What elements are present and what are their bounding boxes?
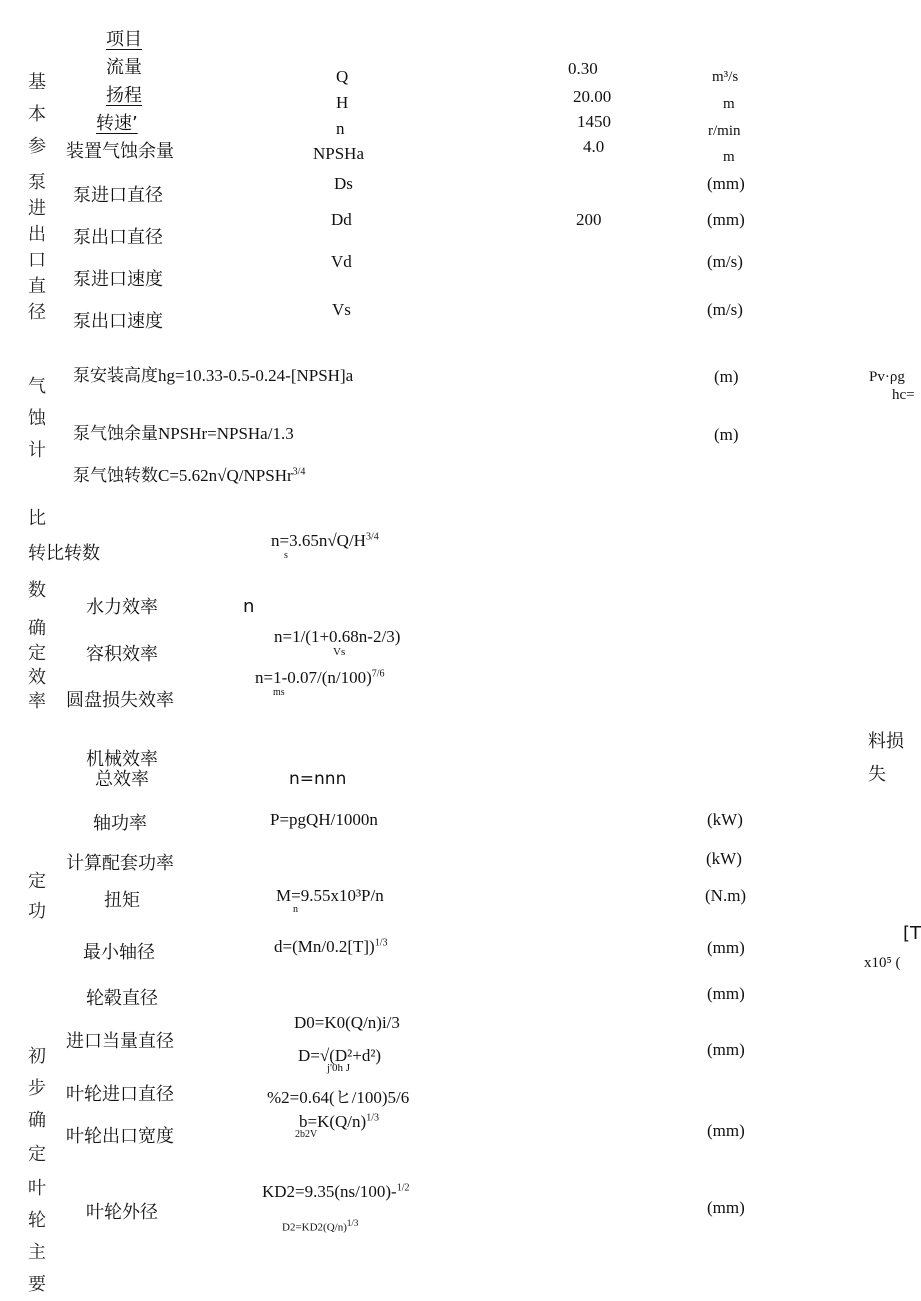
unit-hub: (mm) bbox=[707, 984, 745, 1003]
margin-hc: hc= bbox=[892, 387, 915, 403]
unit-matching-power: (kW) bbox=[706, 849, 742, 868]
symbol-speed: n bbox=[336, 119, 345, 138]
formula-shaft-power: P=pgQH/1000n bbox=[270, 810, 378, 829]
section-char: 气 bbox=[28, 376, 46, 397]
formula-cavitation-speed: 泵气蚀转数C=5.62n√Q/NPSHr$^{3/4}$ bbox=[73, 466, 306, 485]
unit-vin: (m/s) bbox=[707, 252, 743, 271]
section-char: 定 bbox=[28, 871, 46, 892]
sub-torque: n bbox=[293, 904, 298, 915]
section-char: 径 bbox=[28, 302, 46, 323]
formula-torque: M=9.55x10³P/n bbox=[276, 886, 384, 905]
section-char: 基 bbox=[28, 72, 46, 93]
label-hub: 轮毂直径 bbox=[86, 988, 158, 1009]
symbol-vout: Vs bbox=[332, 300, 351, 319]
unit-npsha: m bbox=[723, 149, 735, 165]
unit-head: m bbox=[723, 96, 735, 112]
section-char: 数 bbox=[28, 580, 46, 601]
margin-t-bracket: [T bbox=[903, 923, 921, 944]
unit-shaft-power: (kW) bbox=[707, 810, 743, 829]
label-impeller-outer: 叶轮外径 bbox=[86, 1202, 158, 1223]
formula-disc-efficiency: $n=1-0.07/(n/100)^{7/6}$ bbox=[255, 668, 385, 687]
unit-impeller-outlet: (mm) bbox=[707, 1121, 745, 1140]
section-char: 功 bbox=[28, 901, 46, 922]
value-flow: 0.30 bbox=[568, 59, 598, 78]
formula-npshr: 泵气蚀余量NPSHr=NPSHa/1.3 bbox=[73, 424, 294, 443]
section-char: 蚀 bbox=[28, 408, 46, 429]
section-char: 主 bbox=[28, 1242, 46, 1263]
formula-inlet-equivalent: D=√(D²+d²) bbox=[298, 1046, 382, 1065]
formula-d2: $D2=KD2(Q/n)^{1/3}$ bbox=[282, 1218, 359, 1234]
value-speed: 1450 bbox=[577, 112, 611, 131]
formula-inlet-d0: D0=K0(Q/n)i/3 bbox=[294, 1013, 400, 1032]
section-char: 初 bbox=[28, 1046, 46, 1067]
formula-hg: 泵安装高度hg=10.33-0.5-0.24-[NPSH]a bbox=[73, 366, 354, 385]
value-npsha: 4.0 bbox=[583, 137, 605, 156]
section-char: 要 bbox=[28, 1274, 46, 1295]
section-char: 率 bbox=[28, 691, 46, 712]
label-ns: 比转数 bbox=[46, 543, 100, 564]
label-vout: 泵出口速度 bbox=[73, 311, 163, 332]
unit-ds: (mm) bbox=[707, 174, 745, 193]
value-head: 20.00 bbox=[573, 87, 612, 106]
margin-pv: Pv·ρg bbox=[869, 369, 905, 385]
header-item: 项目 bbox=[106, 29, 142, 50]
label-head: 扬程 bbox=[106, 85, 142, 106]
section-char: 叶 bbox=[28, 1178, 46, 1199]
symbol-dd: Dd bbox=[331, 210, 352, 229]
section-char: 比 bbox=[28, 508, 46, 529]
formula-kd2: KD2=9.35(ns/100)-$^{1/2}$ bbox=[262, 1182, 410, 1201]
formula-ns: $n=3.65n√Q/H^{3/4}$ bbox=[271, 531, 379, 550]
sub-inlet-equivalent: j'0h J bbox=[327, 1062, 351, 1074]
label-matching-power: 计算配套功率 bbox=[66, 853, 174, 874]
formula-impeller-outlet: $b=K(Q/n)^{1/3}$ bbox=[299, 1112, 379, 1131]
sub-volume-efficiency: Vs bbox=[333, 646, 346, 658]
sub-impeller-outlet: 2b2V bbox=[295, 1129, 318, 1140]
unit-vout: (m/s) bbox=[707, 300, 743, 319]
margin-x10: x10⁵ ( bbox=[864, 955, 901, 971]
label-mechanical-efficiency: 机械效率 bbox=[86, 749, 158, 770]
label-total-efficiency: 总效率 bbox=[95, 769, 149, 790]
section-char: 轮 bbox=[28, 1210, 46, 1231]
formula-total-efficiency: n=nnn bbox=[289, 769, 347, 789]
formula-volume-efficiency: n=1/(1+0.68n-2/3) bbox=[274, 627, 401, 646]
formula-impeller-inlet: %2=0.64(ヒ/100)5/6 bbox=[267, 1088, 410, 1107]
section-char: 泵 bbox=[28, 172, 46, 193]
formula-min-shaft: $d=(Mn/0.2[T])^{1/3}$ bbox=[274, 937, 388, 956]
label-disc-efficiency: 圆盘损失效率 bbox=[66, 690, 174, 711]
margin-material-loss: 料损 bbox=[868, 731, 904, 752]
margin-material-loss-2: 失 bbox=[868, 764, 886, 785]
section-char: 出 bbox=[28, 224, 46, 245]
section-char: 本 bbox=[28, 104, 46, 125]
unit-npshr: (m) bbox=[714, 425, 739, 444]
section-char: 确 bbox=[28, 1110, 46, 1131]
unit-dd: (mm) bbox=[707, 210, 745, 229]
label-volume-efficiency: 容积效率 bbox=[86, 644, 158, 665]
section-char: 转 bbox=[28, 543, 46, 564]
unit-inlet-equivalent: (mm) bbox=[707, 1040, 745, 1059]
unit-min-shaft: (mm) bbox=[707, 938, 745, 957]
unit-speed: r/min bbox=[708, 123, 741, 139]
label-torque: 扭矩 bbox=[104, 890, 140, 911]
unit-torque: (N.m) bbox=[705, 886, 747, 905]
label-hydraulic-efficiency: 水力效率 bbox=[86, 597, 158, 618]
label-vin: 泵进口速度 bbox=[73, 269, 163, 290]
unit-impeller-outer: (mm) bbox=[707, 1198, 745, 1217]
section-char: 参 bbox=[28, 136, 46, 157]
value-dd: 200 bbox=[576, 210, 602, 229]
symbol-flow: Q bbox=[336, 67, 349, 86]
formula-hydraulic-efficiency: n bbox=[243, 596, 255, 617]
symbol-head: H bbox=[336, 93, 349, 112]
label-impeller-inlet: 叶轮进口直径 bbox=[66, 1084, 174, 1105]
section-char: 进 bbox=[28, 198, 46, 219]
label-npsha: 装置气蚀余量 bbox=[66, 141, 174, 162]
symbol-vin: Vd bbox=[331, 252, 352, 271]
section-char: 效 bbox=[28, 667, 46, 688]
section-char: 确 bbox=[28, 618, 46, 639]
section-char: 步 bbox=[28, 1078, 46, 1099]
unit-hg: (m) bbox=[714, 367, 739, 386]
unit-flow: m³/s bbox=[712, 69, 739, 85]
section-char: 定 bbox=[28, 643, 46, 664]
section-char: 计 bbox=[28, 440, 46, 461]
label-shaft-power: 轴功率 bbox=[93, 813, 147, 834]
label-flow: 流量 bbox=[106, 57, 142, 78]
symbol-ds: Ds bbox=[334, 174, 353, 193]
sub-disc-efficiency: ms bbox=[273, 687, 285, 698]
label-dd: 泵出口直径 bbox=[73, 227, 163, 248]
symbol-npsha: NPSHa bbox=[313, 144, 365, 163]
label-inlet-equivalent: 进口当量直径 bbox=[66, 1031, 174, 1052]
section-char: 直 bbox=[28, 276, 46, 297]
label-min-shaft: 最小轴径 bbox=[83, 942, 155, 963]
section-char: 定 bbox=[28, 1144, 46, 1165]
label-speed: 转速’ bbox=[96, 113, 138, 134]
section-char: 口 bbox=[28, 250, 46, 271]
label-ds: 泵进口直径 bbox=[73, 185, 163, 206]
sub-ns: s bbox=[284, 550, 288, 561]
label-impeller-outlet: 叶轮出口宽度 bbox=[66, 1126, 174, 1147]
